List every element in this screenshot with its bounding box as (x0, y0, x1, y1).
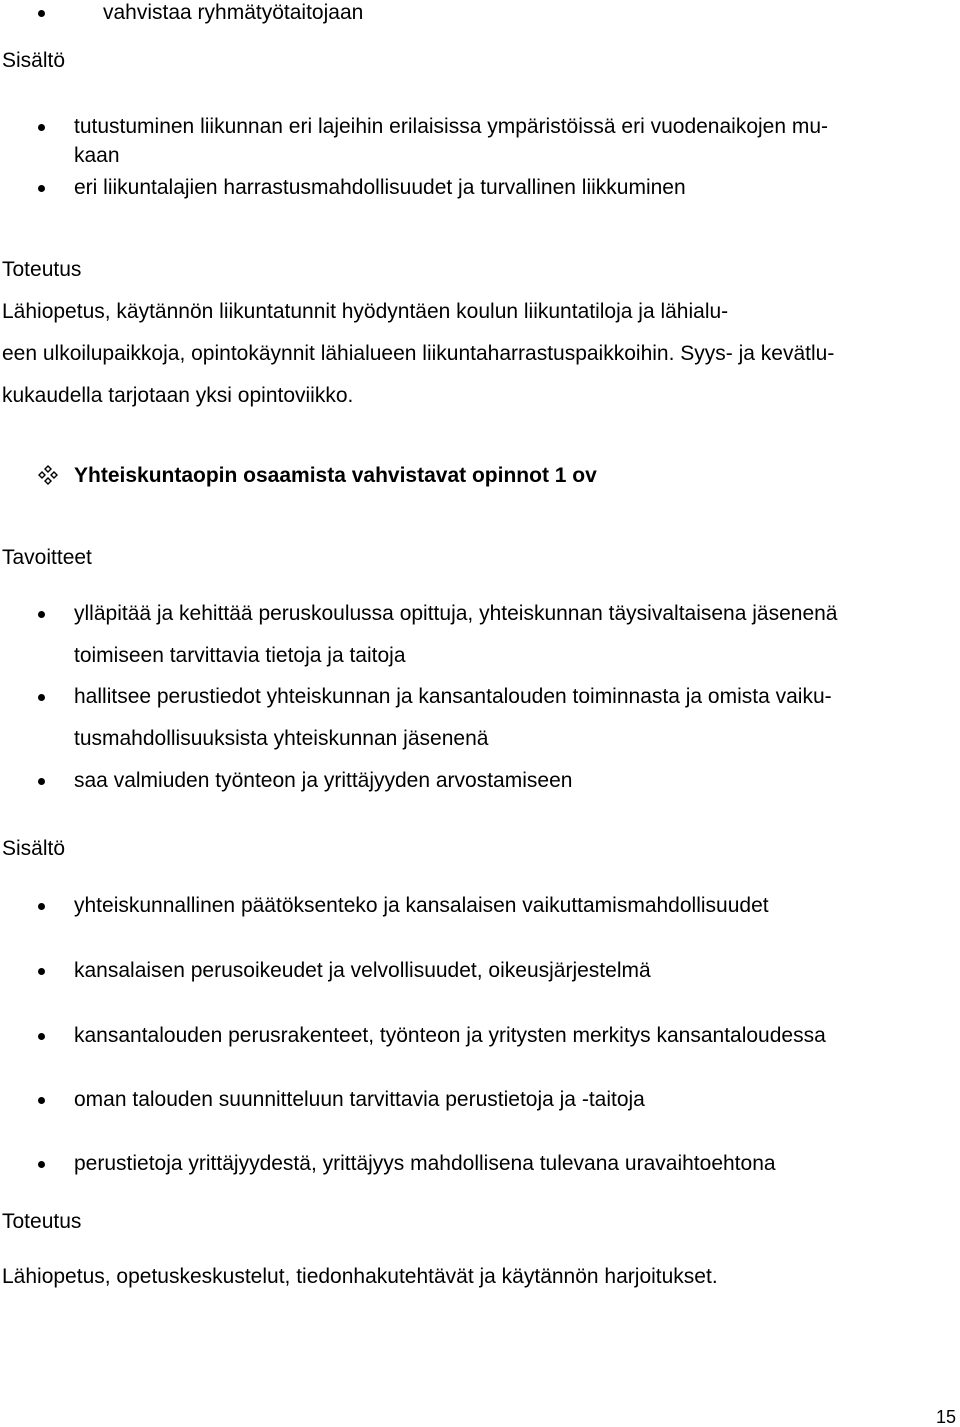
bullet-marker (38, 1033, 45, 1040)
list-item: perustietoja yrittäjyydestä, yrittäjyys mahdollisena tulevana uravaihtoehtona (74, 1152, 776, 1175)
section-heading-implementation: Toteutus (2, 1210, 82, 1233)
page-number: 15 (936, 1407, 957, 1427)
bullet-marker (38, 694, 45, 701)
bullet-marker (38, 1161, 45, 1168)
list-item-line: tusmahdollisuuksista yhteiskunnan jäsenenä (74, 727, 489, 750)
bullet-marker (38, 1097, 45, 1104)
diamond-bullet-icon (38, 465, 58, 485)
bullet-marker (38, 611, 45, 618)
paragraph-line: Lähiopetus, opetuskeskustelut, tiedonhakutehtävät ja käytännön harjoitukset. (2, 1265, 718, 1288)
list-item-line: kaan (74, 144, 120, 167)
section-title: Yhteiskuntaopin osaamista vahvistavat opinnot 1 ov (74, 464, 597, 487)
section-heading-content: Sisältö (2, 837, 66, 860)
bullet-marker (38, 903, 45, 910)
list-item-line: hallitsee perustiedot yhteiskunnan ja kansantalouden toiminnasta ja omista vaiku- (74, 685, 832, 708)
bullet-marker (38, 124, 45, 131)
paragraph-line: een ulkoilupaikkoja, opintokäynnit lähialueen liikuntaharrastuspaikkoihin. Syys- ja kevätlu- (2, 342, 835, 365)
bullet-marker (38, 10, 45, 17)
bullet-marker (38, 185, 45, 192)
bullet-marker (38, 968, 45, 975)
list-item: oman talouden suunnitteluun tarvittavia perustietoja ja -taitoja (74, 1088, 645, 1111)
list-item-line: saa valmiuden työnteon ja yrittäjyyden arvostamiseen (74, 769, 573, 792)
paragraph-line: kukaudella tarjotaan yksi opintoviikko. (2, 384, 354, 407)
list-item-line: eri liikuntalajien harrastusmahdollisuudet ja turvallinen liikkuminen (74, 176, 686, 199)
paragraph-line: Lähiopetus, käytännön liikuntatunnit hyödyntäen koulun liikuntatiloja ja lähialu- (2, 300, 729, 323)
list-item: vahvistaa ryhmätyötaitojaan (103, 1, 364, 24)
list-item: kansalaisen perusoikeudet ja velvollisuudet, oikeusjärjestelmä (74, 959, 651, 982)
list-item: kansantalouden perusrakenteet, työnteon ja yritysten merkitys kansantaloudessa (74, 1024, 826, 1047)
bullet-marker (38, 778, 45, 785)
list-item-line: tutustuminen liikunnan eri lajeihin erilaisissa ympäristöissä eri vuodenaikojen mu- (74, 115, 829, 138)
section-heading-goals: Tavoitteet (2, 546, 92, 569)
list-item-line: toimiseen tarvittavia tietoja ja taitoja (74, 644, 406, 667)
section-heading-content: Sisältö (2, 49, 66, 72)
list-item: yhteiskunnallinen päätöksenteko ja kansalaisen vaikuttamismahdollisuudet (74, 894, 769, 917)
list-item-line: ylläpitää ja kehittää peruskoulussa opittuja, yhteiskunnan täysivaltaisena jäsenenä (74, 602, 838, 625)
section-heading-implementation: Toteutus (2, 258, 82, 281)
